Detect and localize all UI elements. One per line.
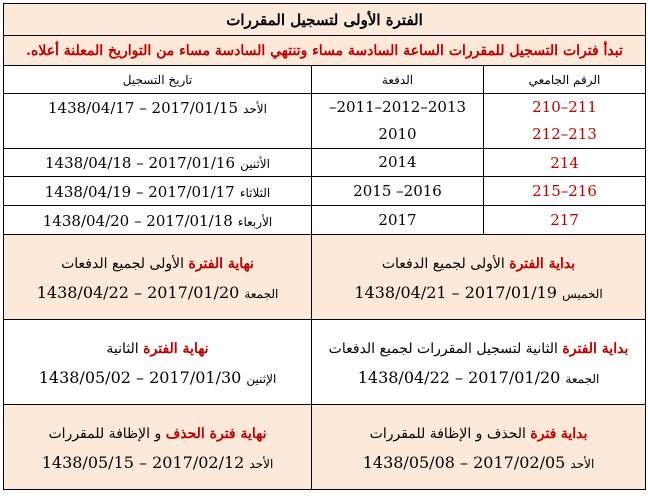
student-id: 211–210 bbox=[532, 98, 597, 116]
schedule-note: تبدأ فترات التسجيل للمقررات الساعة السادسة مساء وتنتهي السادسة مساء من التواريخ المعلنة أعلاه. bbox=[4, 36, 646, 66]
student-id: 213–212 bbox=[532, 125, 597, 143]
period-description: الثانية bbox=[106, 340, 139, 357]
period-date: 2017/01/30 – 1438/05/02 bbox=[38, 367, 242, 387]
registration-date: 2017/01/17 – 1438/04/19 bbox=[44, 182, 235, 201]
batch-years: 2017 bbox=[312, 206, 484, 235]
period-end-label: نهاية الفترة bbox=[188, 255, 254, 272]
date-cell bbox=[4, 177, 312, 206]
period-date: 2017/01/19 – 1438/04/21 bbox=[354, 282, 557, 302]
period-description: الأولى لجميع الدفعات bbox=[61, 255, 185, 272]
registration-date: 2017/01/15 – 1438/04/17 bbox=[48, 99, 238, 117]
weekday: الجمعة bbox=[565, 371, 600, 386]
batch-years: 2014 bbox=[312, 149, 484, 177]
registration-date: 2017/01/18 – 1438/04/20 bbox=[42, 211, 233, 230]
weekday: الخميس bbox=[562, 286, 603, 301]
period-start-cell bbox=[312, 235, 646, 320]
period-end-cell bbox=[4, 235, 312, 320]
weekday: الأحد bbox=[570, 456, 595, 471]
batch-cell bbox=[312, 94, 484, 149]
date-cell bbox=[4, 94, 312, 149]
period-date: 2017/01/20 – 1438/04/22 bbox=[36, 282, 240, 302]
period-start-label: بداية الفترة bbox=[562, 340, 629, 357]
period-end-label: نهاية الفترة bbox=[143, 340, 209, 357]
student-id-cell bbox=[484, 94, 646, 149]
weekday: الأحد bbox=[243, 102, 267, 116]
student-id: 217 bbox=[484, 206, 646, 235]
header-date: تاريخ التسجيل bbox=[4, 66, 312, 94]
weekday: الأربعاء bbox=[237, 214, 273, 229]
batch-years: 2013–2012–2011– bbox=[328, 98, 467, 116]
period-description: الحذف و الإظافة للمقررات bbox=[369, 425, 526, 442]
table-row bbox=[4, 206, 646, 235]
period-start-label: بداية bbox=[560, 425, 588, 442]
student-id: 216–215 bbox=[484, 177, 646, 206]
header-batch: الدفعة bbox=[312, 66, 484, 94]
period-date: 2017/02/12 – 1438/05/15 bbox=[41, 452, 245, 472]
table-row bbox=[4, 149, 646, 177]
registration-schedule bbox=[3, 3, 645, 490]
weekday: الإثنين bbox=[246, 371, 277, 386]
registration-date: 2017/01/16 – 1438/04/18 bbox=[45, 154, 235, 172]
period-start-cell bbox=[312, 405, 646, 490]
period-description: الثانية لتسجيل المقررات لجميع الدفعات bbox=[328, 340, 558, 357]
weekday: الثلاثاء bbox=[239, 185, 271, 200]
student-id: 214 bbox=[484, 149, 646, 177]
period-end-cell bbox=[4, 320, 312, 405]
schedule-table bbox=[3, 3, 646, 490]
period-start-label: بداية الفترة bbox=[509, 255, 576, 272]
schedule-title: الفترة الأولى لتسجيل المقررات bbox=[4, 4, 646, 36]
weekday: الأثنين bbox=[240, 157, 270, 171]
header-id: الرقم الجامعي bbox=[484, 66, 646, 94]
period-description: الأولى لجميع الدفعات bbox=[381, 255, 505, 272]
batch-years: 2016– 2015 bbox=[312, 177, 484, 206]
weekday: الأحد bbox=[249, 456, 274, 471]
period-start-cell bbox=[312, 320, 646, 405]
date-cell bbox=[4, 206, 312, 235]
period-date: 2017/01/20 – 1438/04/22 bbox=[357, 367, 561, 387]
table-row bbox=[4, 94, 646, 149]
period-row bbox=[4, 235, 646, 320]
period-end-label: نهاية فترة الحذف bbox=[165, 425, 267, 442]
period-start-label: فترة bbox=[530, 425, 557, 442]
period-row bbox=[4, 320, 646, 405]
date-cell bbox=[4, 149, 312, 177]
table-row bbox=[4, 177, 646, 206]
period-row bbox=[4, 405, 646, 490]
period-description: و الإظافة للمقررات bbox=[48, 425, 162, 442]
weekday: الجمعة bbox=[244, 286, 279, 301]
batch-years: 2010 bbox=[378, 125, 417, 143]
period-end-cell bbox=[4, 405, 312, 490]
period-date: 2017/02/05 – 1438/05/08 bbox=[362, 452, 566, 472]
